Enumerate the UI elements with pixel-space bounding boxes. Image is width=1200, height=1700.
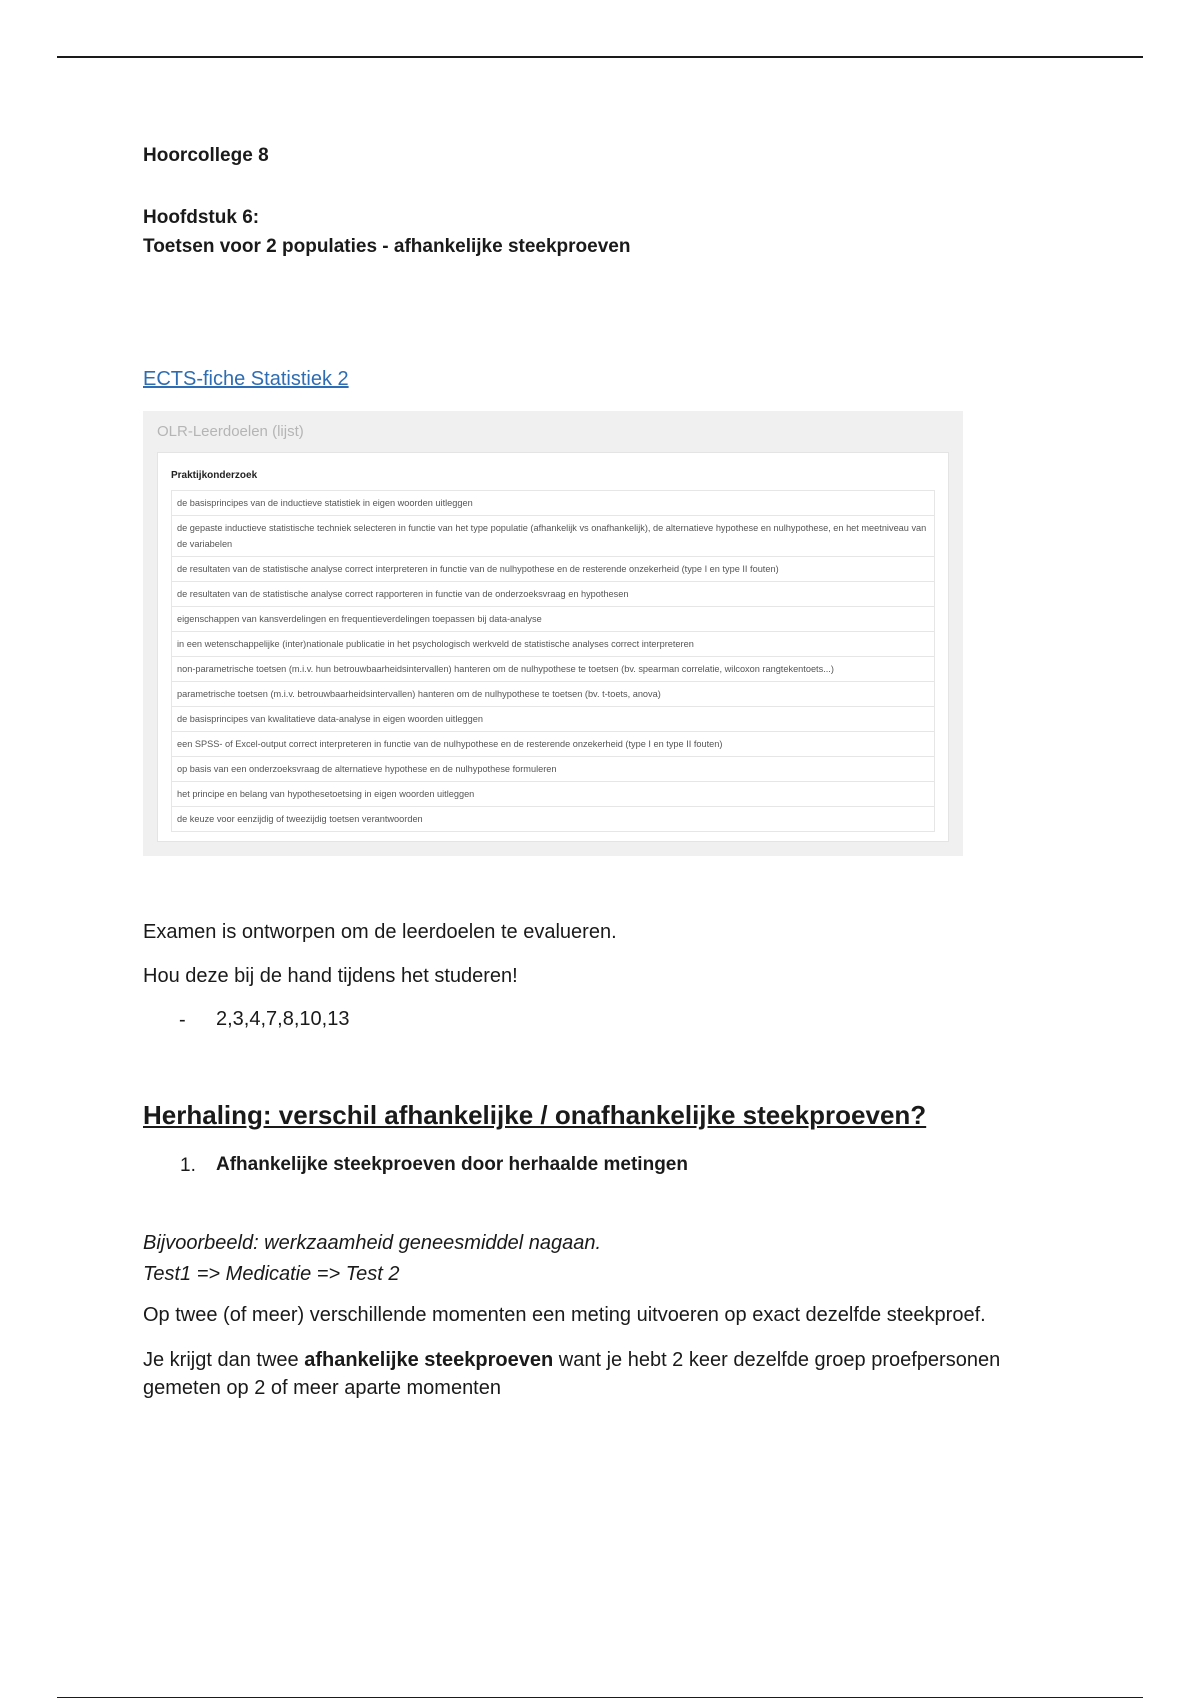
numbered-item-text: Afhankelijke steekproeven door herhaalde metingen — [216, 1154, 688, 1175]
section-heading: Herhaling: verschil afhankelijke / onafhankelijke steekproeven? — [143, 1100, 927, 1130]
lecture-title: Hoorcollege 8 — [143, 145, 269, 166]
learning-goal-row — [172, 757, 935, 782]
learning-goal-row — [172, 807, 935, 832]
learning-goal-text: het principe en belang van hypothesetoetsing in eigen woorden uitleggen — [172, 782, 935, 807]
learning-goal-row — [172, 632, 935, 657]
olr-card — [157, 452, 949, 842]
learning-goal-row — [172, 732, 935, 757]
moments-paragraph: Op twee (of meer) verschillende momenten een meting uitvoeren op exact dezelfde steekproef. — [143, 1304, 986, 1326]
learning-goal-row — [172, 557, 935, 582]
learning-goal-text: eigenschappen van kansverdelingen en frequentieverdelingen toepassen bij data-analyse — [172, 607, 935, 632]
learning-goal-row — [172, 657, 935, 682]
relevant-goals-list: 2,3,4,7,8,10,13 — [216, 1008, 350, 1030]
top-rule — [57, 56, 1143, 58]
example-line-2: Test1 => Medicatie => Test 2 — [143, 1263, 400, 1285]
learning-goal-row — [172, 707, 935, 732]
result-paragraph — [143, 1346, 1023, 1402]
exam-paragraph: Examen is ontworpen om de leerdoelen te evalueren. — [143, 921, 617, 943]
learning-goal-text: de keuze voor eenzijdig of tweezijdig toetsen verantwoorden — [172, 807, 935, 832]
result-text-start: Je krijgt dan twee — [143, 1349, 305, 1371]
chapter-subject: Toetsen voor 2 populaties - afhankelijke steekproeven — [143, 236, 631, 257]
example-paragraph — [143, 1228, 601, 1290]
learning-goals-table — [171, 490, 935, 832]
example-line-1: Bijvoorbeeld: werkzaamheid geneesmiddel nagaan. — [143, 1232, 602, 1254]
chapter-number: Hoofdstuk 6: — [143, 207, 260, 228]
olr-title: OLR-Leerdoelen (lijst) — [157, 423, 304, 440]
learning-goal-text: non-parametrische toetsen (m.i.v. hun betrouwbaarheidsintervallen) hanteren om de nulhypothese te toetsen (bv. spearman correlatie, wilcoxon rangtekentoets...) — [172, 657, 935, 682]
keep-at-hand-paragraph: Hou deze bij de hand tijdens het studeren! — [143, 965, 518, 987]
learning-goal-text: de basisprincipes van kwalitatieve data-analyse in eigen woorden uitleggen — [172, 707, 935, 732]
learning-goal-row — [172, 782, 935, 807]
bottom-rule — [57, 1697, 1143, 1698]
learning-goal-text: de resultaten van de statistische analyse correct interpreteren in functie van de nulhypothese en de resterende onzekerheid (type I en type II fouten) — [172, 557, 935, 582]
learning-goal-text: een SPSS- of Excel-output correct interpreteren in functie van de nulhypothese en de resterende onzekerheid (type I en type II fouten) — [172, 732, 935, 757]
learning-goal-text: op basis van een onderzoeksvraag de alternatieve hypothese en de nulhypothese formuleren — [172, 757, 935, 782]
learning-goal-text: de resultaten van de statistische analyse correct rapporteren in functie van de onderzoeksvraag en hypothesen — [172, 582, 935, 607]
learning-goal-row — [172, 582, 935, 607]
chapter-title — [143, 203, 630, 261]
result-emphasis: afhankelijke steekproeven — [304, 1349, 554, 1371]
learning-goal-row — [172, 607, 935, 632]
ects-fiche-link[interactable]: ECTS-fiche Statistiek 2 — [143, 368, 349, 390]
learning-goal-text: parametrische toetsen (m.i.v. betrouwbaarheidsintervallen) hanteren om de nulhypothese te toetsen (bv. t-toets, anova) — [172, 682, 935, 707]
learning-goal-text: de gepaste inductieve statistische techniek selecteren in functie van het type populatie (afhankelijk vs onafhankelijk), de alternatieve hypothese en nulhypothese, en het meetniveau van de variabelen — [172, 516, 935, 557]
learning-goal-text: de basisprincipes van de inductieve statistiek in eigen woorden uitleggen — [172, 491, 935, 516]
learning-goal-row — [172, 491, 935, 516]
learning-goal-row — [172, 682, 935, 707]
result-text-end: want je hebt 2 keer dezelfde groep proefpersonen gemeten op 2 of meer aparte momenten — [143, 1349, 1001, 1399]
numbered-item-number: 1. — [180, 1155, 196, 1176]
olr-section-heading: Praktijkonderzoek — [171, 470, 258, 481]
bullet-marker: - — [179, 1009, 186, 1031]
olr-learning-goals-screenshot — [143, 411, 963, 856]
learning-goal-row — [172, 516, 935, 557]
learning-goal-text: in een wetenschappelijke (inter)nationale publicatie in het psychologisch werkveld de statistische analyses correct interpreteren — [172, 632, 935, 657]
